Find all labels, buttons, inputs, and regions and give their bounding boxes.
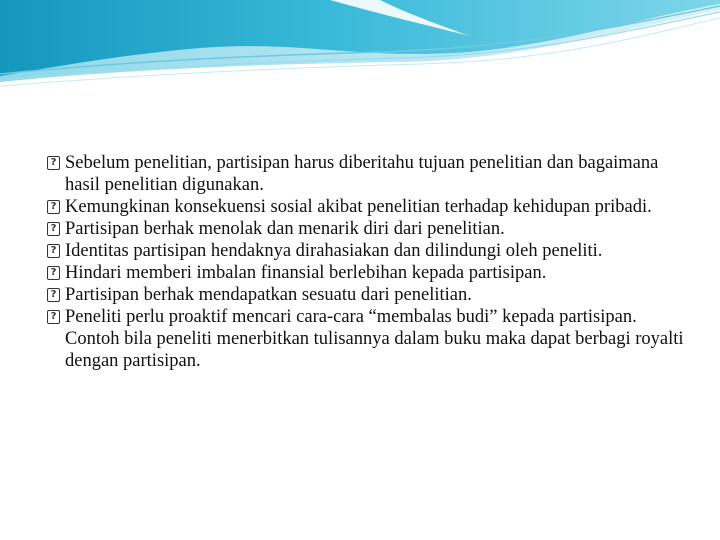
bullet-text: Peneliti perlu proaktif mencari cara-cara “membalas budi” kepada partisipan. Contoh bila peneliti menerbitkan tulisannya dalam buku maka dapat berbagi royalti dengan partisipan.: [65, 307, 684, 371]
bullet-text: Hindari memberi imbalan finansial berlebihan kepada partisipan.: [65, 263, 547, 283]
missing-glyph-box-icon: ?: [47, 266, 60, 280]
list-item: [47, 218, 687, 240]
list-item: [47, 152, 687, 196]
missing-glyph-box-icon: ?: [47, 310, 60, 324]
bullet-list: [47, 152, 687, 372]
missing-glyph-box-icon: ?: [47, 244, 60, 258]
header-wave-decoration: [0, 0, 720, 110]
missing-glyph-box-icon: ?: [47, 156, 60, 170]
bullet-text: Sebelum penelitian, partisipan harus diberitahu tujuan penelitian dan bagaimana hasil penelitian digunakan.: [65, 153, 659, 195]
bullet-text: Partisipan berhak menolak dan menarik diri dari penelitian.: [65, 219, 505, 239]
list-item: [47, 240, 687, 262]
missing-glyph-box-icon: ?: [47, 200, 60, 214]
bullet-text: Identitas partisipan hendaknya dirahasiakan dan dilindungi oleh peneliti.: [65, 241, 603, 261]
list-item: [47, 262, 687, 284]
list-item: [47, 196, 687, 218]
list-item: [47, 284, 687, 306]
missing-glyph-box-icon: ?: [47, 288, 60, 302]
list-item: [47, 306, 687, 372]
bullet-text: Partisipan berhak mendapatkan sesuatu dari penelitian.: [65, 285, 472, 305]
slide-content: [47, 152, 687, 372]
missing-glyph-box-icon: ?: [47, 222, 60, 236]
bullet-text: Kemungkinan konsekuensi sosial akibat penelitian terhadap kehidupan pribadi.: [65, 197, 652, 217]
